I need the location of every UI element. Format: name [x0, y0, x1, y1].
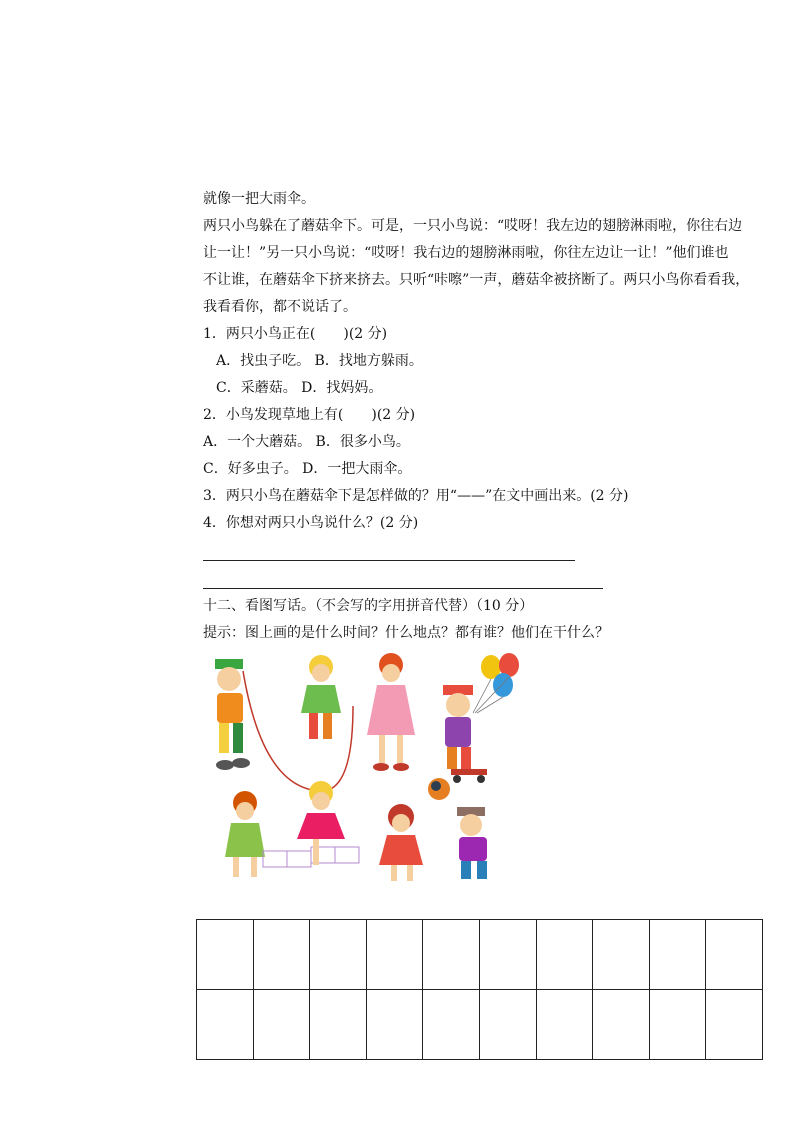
question-1-options-cd: C．采蘑菇。 D．找妈妈。	[216, 380, 383, 396]
section-12-title: 十二、看图写话。（不会写的字用拼音代替）（10 分）	[203, 598, 534, 614]
answer-line[interactable]	[203, 588, 603, 589]
grid-cell[interactable]	[310, 990, 367, 1060]
passage-line: 两只小鸟躲在了蘑菇伞下。可是，一只小鸟说：“哎呀！我左边的翅膀淋雨啦，你往右边	[203, 218, 743, 234]
grid-cell[interactable]	[479, 990, 536, 1060]
grid-cell[interactable]	[423, 920, 480, 990]
question-4: 4．你想对两只小鸟说什么？(2 分)	[203, 515, 419, 531]
passage-line: 让一让！”另一只小鸟说：“哎呀！我右边的翅膀淋雨啦，你往左边让一让！”他们谁也	[203, 245, 729, 261]
grid-cell[interactable]	[649, 990, 706, 1060]
passage-line: 就像一把大雨伞。	[203, 191, 315, 207]
grid-cell[interactable]	[536, 990, 593, 1060]
grid-cell[interactable]	[479, 920, 536, 990]
grid-cell[interactable]	[593, 920, 650, 990]
grid-cell[interactable]	[253, 920, 310, 990]
grid-cell[interactable]	[649, 920, 706, 990]
question-1: 1．两只小鸟正在( )(2 分)	[203, 326, 388, 342]
grid-cell[interactable]	[310, 920, 367, 990]
answer-line[interactable]	[203, 560, 575, 561]
question-3: 3．两只小鸟在蘑菇伞下是怎样做的？用“——”在文中画出来。(2 分)	[203, 488, 629, 504]
grid-cell[interactable]	[197, 920, 254, 990]
grid-cell[interactable]	[366, 990, 423, 1060]
grid-cell[interactable]	[706, 990, 763, 1060]
grid-cell[interactable]	[253, 990, 310, 1060]
section-12-hint: 提示：图上画的是什么时间？什么地点？都有谁？他们在干什么？	[203, 625, 609, 641]
grid-cell[interactable]	[197, 990, 254, 1060]
grid-cell[interactable]	[593, 990, 650, 1060]
question-1-options-ab: A．找虫子吃。 B．找地方躲雨。	[216, 353, 423, 369]
children-playing-illustration	[203, 651, 525, 883]
passage-line: 我看看你，都不说话了。	[203, 299, 357, 315]
grid-cell[interactable]	[706, 920, 763, 990]
question-2-options-ab: A．一个大蘑菇。 B．很多小鸟。	[203, 434, 410, 450]
passage-line: 不让谁，在蘑菇伞下挤来挤去。只听“咔嚓”一声，蘑菇伞被挤断了。两只小鸟你看看我，	[203, 272, 750, 288]
question-2-options-cd: C．好多虫子。 D．一把大雨伞。	[203, 461, 412, 477]
writing-grid[interactable]	[196, 919, 763, 1060]
grid-cell[interactable]	[423, 990, 480, 1060]
grid-cell[interactable]	[536, 920, 593, 990]
question-2: 2．小鸟发现草地上有( )(2 分)	[203, 407, 416, 423]
grid-cell[interactable]	[366, 920, 423, 990]
